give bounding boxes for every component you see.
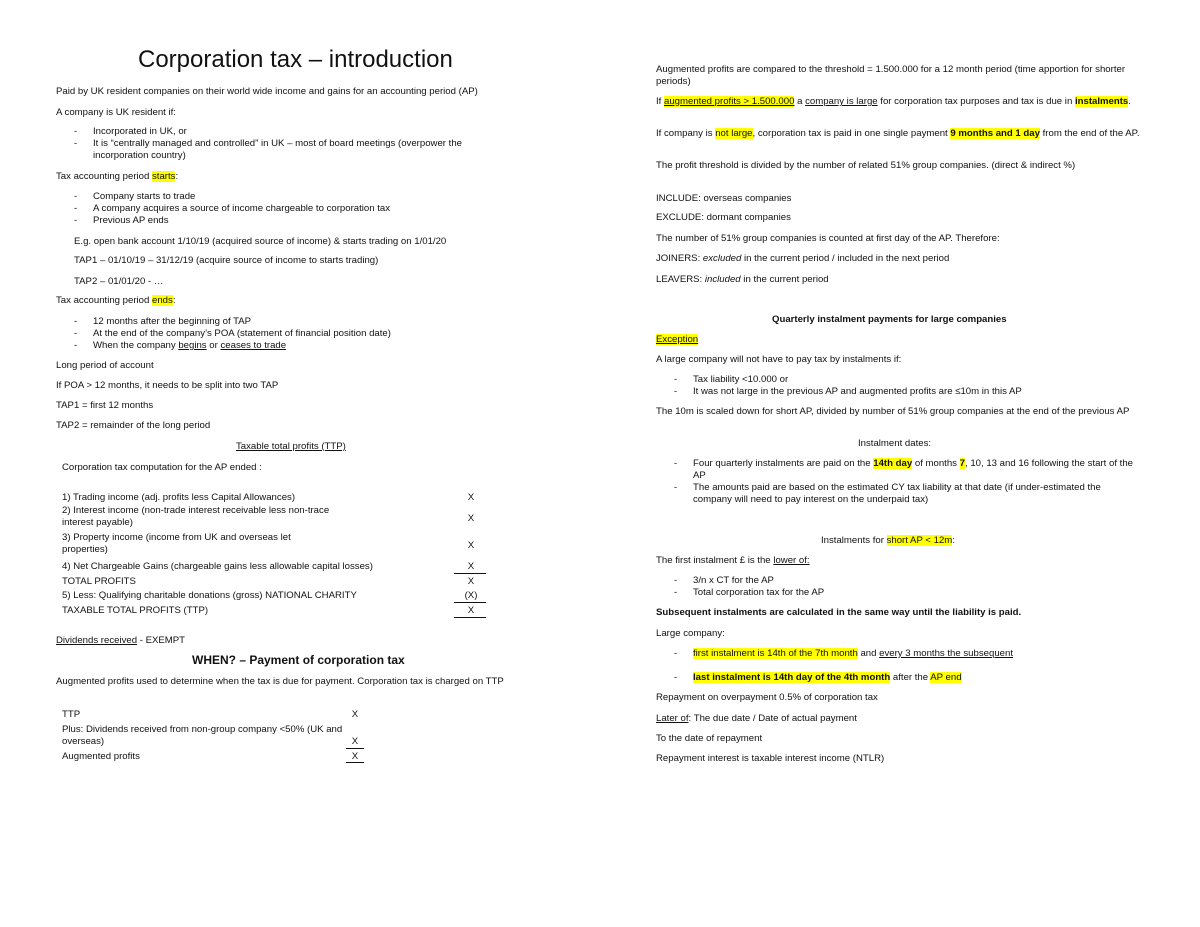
table-row-value: X — [467, 513, 475, 524]
tap2-text: TAP2 = remainder of the long period — [56, 420, 211, 431]
repayment-date-text: To the date of repayment — [656, 733, 763, 744]
poa-split-text: If POA > 12 months, it needs to be split into two TAP — [56, 380, 279, 391]
table-row-label: 1) Trading income (adj. profits less Capital Allowances) — [62, 492, 296, 503]
table-row-label: TAXABLE TOTAL PROFITS (TTP) — [62, 605, 209, 616]
large-company-text: If augmented profits > 1.500.000 a company is large for corporation tax purposes and tax is due in instalments. — [656, 96, 1131, 107]
divider — [454, 573, 486, 574]
table-row-value: X — [467, 605, 475, 616]
divider — [454, 617, 486, 618]
tap-starts-heading: Tax accounting period starts: — [56, 171, 179, 182]
threshold-text: Augmented profits are compared to the threshold = 1.500.000 for a 12 month period (time apportion for shorter periods) — [656, 64, 1126, 87]
intro-text: Paid by UK resident companies on their world wide income and gains for an accounting period (AP) — [56, 86, 478, 97]
not-large-text: If company is not large, corporation tax is paid in one single payment 9 months and 1 day from the end of the AP. — [656, 128, 1140, 139]
subsequent-text: Subsequent instalments are calculated in the same way until the liability is paid. — [656, 607, 1022, 618]
divider — [454, 602, 486, 603]
example-line: E.g. open bank account 1/10/19 (acquired source of income) & starts trading on 1/01/20 — [74, 236, 447, 247]
table-row-value: X — [351, 709, 359, 720]
page-title: Corporation tax – introduction — [138, 46, 453, 73]
later-of-text: Later of: The due date / Date of actual payment — [656, 713, 857, 724]
exclude-text: EXCLUDE: dormant companies — [656, 212, 791, 223]
divider — [346, 748, 364, 749]
quarterly-heading: Quarterly instalment payments for large companies — [772, 314, 1007, 325]
table-row-value: X — [351, 751, 359, 762]
interest-text: Repayment interest is taxable interest income (NTLR) — [656, 753, 885, 764]
table-row-label: TTP — [62, 709, 81, 720]
table-row-value: (X) — [464, 590, 478, 601]
example-line: TAP2 – 01/01/20 - … — [74, 276, 164, 287]
when-heading: WHEN? – Payment of corporation tax — [192, 653, 405, 667]
instalment-dates-heading: Instalment dates: — [858, 438, 932, 449]
exception-label: Exception — [656, 334, 699, 345]
ttp-heading: Taxable total profits (TTP) — [236, 441, 346, 452]
scaled-text: The 10m is scaled down for short AP, divided by number of 51% group companies at the end of the previous AP — [656, 406, 1130, 417]
exception-text: A large company will not have to pay tax by instalments if: — [656, 354, 902, 365]
example-line: TAP1 – 01/10/19 – 31/12/19 (acquire source of income to starts trading) — [74, 255, 379, 266]
short-ap-heading: Instalments for short AP < 12m: — [821, 535, 955, 546]
table-row-value: X — [467, 576, 475, 587]
table-row-value: X — [467, 561, 475, 572]
long-period-text: Long period of account — [56, 360, 154, 371]
include-text: INCLUDE: overseas companies — [656, 193, 792, 204]
leavers-text: LEAVERS: included in the current period — [656, 274, 829, 285]
counted-text: The number of 51% group companies is counted at first day of the AP. Therefore: — [656, 233, 1000, 244]
joiners-text: JOINERS: excluded in the current period / included in the next period — [656, 253, 950, 264]
dividends-line: Dividends received - EXEMPT — [56, 635, 186, 646]
first-instalment-text: The first instalment £ is the lower of: — [656, 555, 810, 566]
table-row-label: Augmented profits — [62, 751, 140, 762]
table-row-label: 3) Property income (income from UK and overseas let properties) — [62, 532, 291, 555]
threshold-divided-text: The profit threshold is divided by the number of related 51% group companies. (direct & indirect %) — [656, 160, 1076, 171]
table-row-label: TOTAL PROFITS — [62, 576, 136, 587]
uk-resident-heading: A company is UK resident if: — [56, 107, 176, 118]
table-row-value: X — [467, 492, 475, 503]
tap1-text: TAP1 = first 12 months — [56, 400, 154, 411]
table-row-label: 4) Net Chargeable Gains (chargeable gains less allowable capital losses) — [62, 561, 373, 572]
divider — [346, 762, 364, 763]
repayment-text: Repayment on overpayment 0.5% of corporation tax — [656, 692, 878, 703]
large-company-label: Large company: — [656, 628, 725, 639]
table-row-label: 2) Interest income (non-trade interest receivable less non-trace interest payable) — [62, 505, 330, 528]
augmented-intro: Augmented profits used to determine when the tax is due for payment. Corporation tax is charged on TTP — [56, 676, 504, 687]
table-row-label: 5) Less: Qualifying charitable donations (gross) NATIONAL CHARITY — [62, 590, 357, 601]
table-row-value: X — [467, 540, 475, 551]
table-row-label: Plus: Dividends received from non-group company <50% (UK and overseas) — [62, 724, 343, 747]
computation-heading: Corporation tax computation for the AP ended : — [62, 462, 262, 473]
table-row-value: X — [351, 736, 359, 747]
tap-ends-heading: Tax accounting period ends: — [56, 295, 176, 306]
